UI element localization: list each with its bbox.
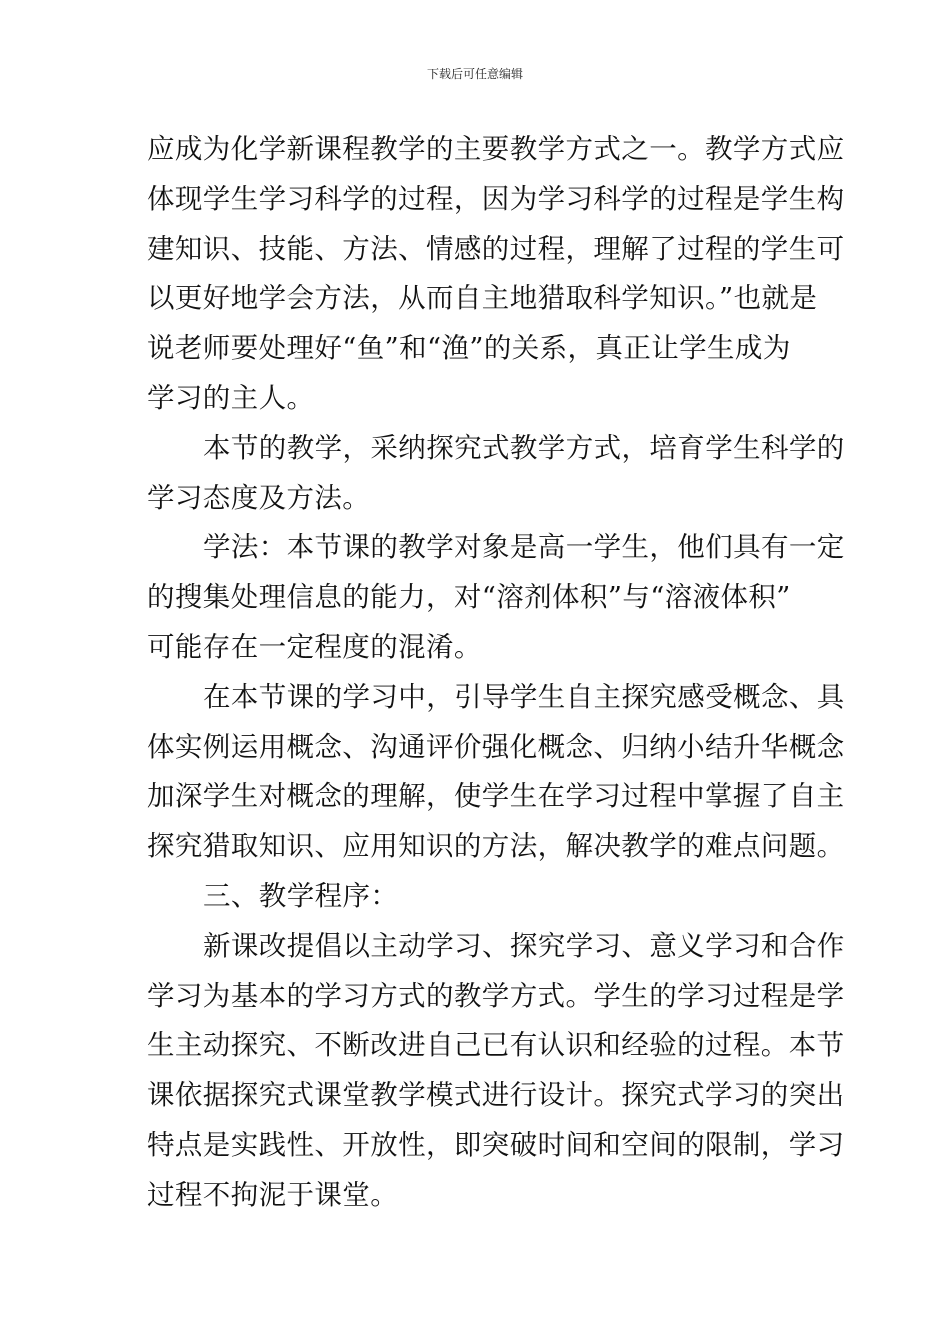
text-line: 探究猎取知识、应用知识的方法，解决教学的难点问题。 — [147, 830, 845, 863]
text-line: 建知识、技能、方法、情感的过程，理解了过程的学生可 — [147, 232, 845, 265]
text-line: 应成为化学新课程教学的主要教学方式之一。教学方式应 — [147, 133, 845, 165]
text-line: 课依据探究式课堂教学模式进行设计。探究式学习的突出 — [147, 1079, 845, 1112]
text-line: 可能存在一定程度的混淆。 — [147, 630, 482, 663]
paragraph — [147, 872, 807, 922]
text-line: 以更好地学会方法，从而自主地猎取科学知识。”也就是 — [147, 282, 818, 315]
page-header: 下载后可任意编辑 — [426, 67, 523, 81]
text-line: 学习为基本的学习方式的教学方式。学生的学习过程是学 — [147, 979, 845, 1012]
text-line: 新课改提倡以主动学习、探究学习、意义学习和合作 — [203, 929, 845, 962]
paragraph — [147, 424, 845, 524]
text-line: 加深学生对概念的理解，使学生在学习过程中掌握了自主 — [147, 780, 845, 813]
text-line: 说老师要处理好“鱼”和“渔”的关系，真正让学生成为 — [147, 332, 791, 365]
paragraph — [147, 922, 845, 1221]
text-line: 学习态度及方法。 — [147, 481, 371, 514]
text-line: 学习的主人。 — [147, 381, 315, 414]
paragraph — [147, 125, 845, 424]
text-line: 特点是实践性、开放性，即突破时间和空间的限制，学习 — [147, 1128, 845, 1161]
text-line: 本节的教学，采纳探究式教学方式，培育学生科学的 — [203, 431, 845, 464]
text-line: 学法：本节课的教学对象是高一学生，他们具有一定 — [203, 531, 845, 564]
text-line: 体现学生学习科学的过程，因为学习科学的过程是学生构 — [147, 182, 845, 215]
text-line: 的搜集处理信息的能力，对“溶剂体积”与“溶液体积” — [147, 581, 791, 614]
text-line: 生主动探究、不断改进自己已有认识和经验的过程。本节 — [147, 1029, 845, 1062]
text-line: 过程不拘泥于课堂。 — [147, 1178, 399, 1211]
paragraph — [147, 673, 845, 872]
paragraph — [147, 523, 845, 672]
text-line: 在本节课的学习中，引导学生自主探究感受概念、具 — [203, 680, 845, 713]
document-body — [147, 125, 845, 1221]
text-line: 体实例运用概念、沟通评价强化概念、归纳小结升华概念 — [147, 730, 845, 763]
text-line: 三、教学程序： — [203, 879, 399, 912]
